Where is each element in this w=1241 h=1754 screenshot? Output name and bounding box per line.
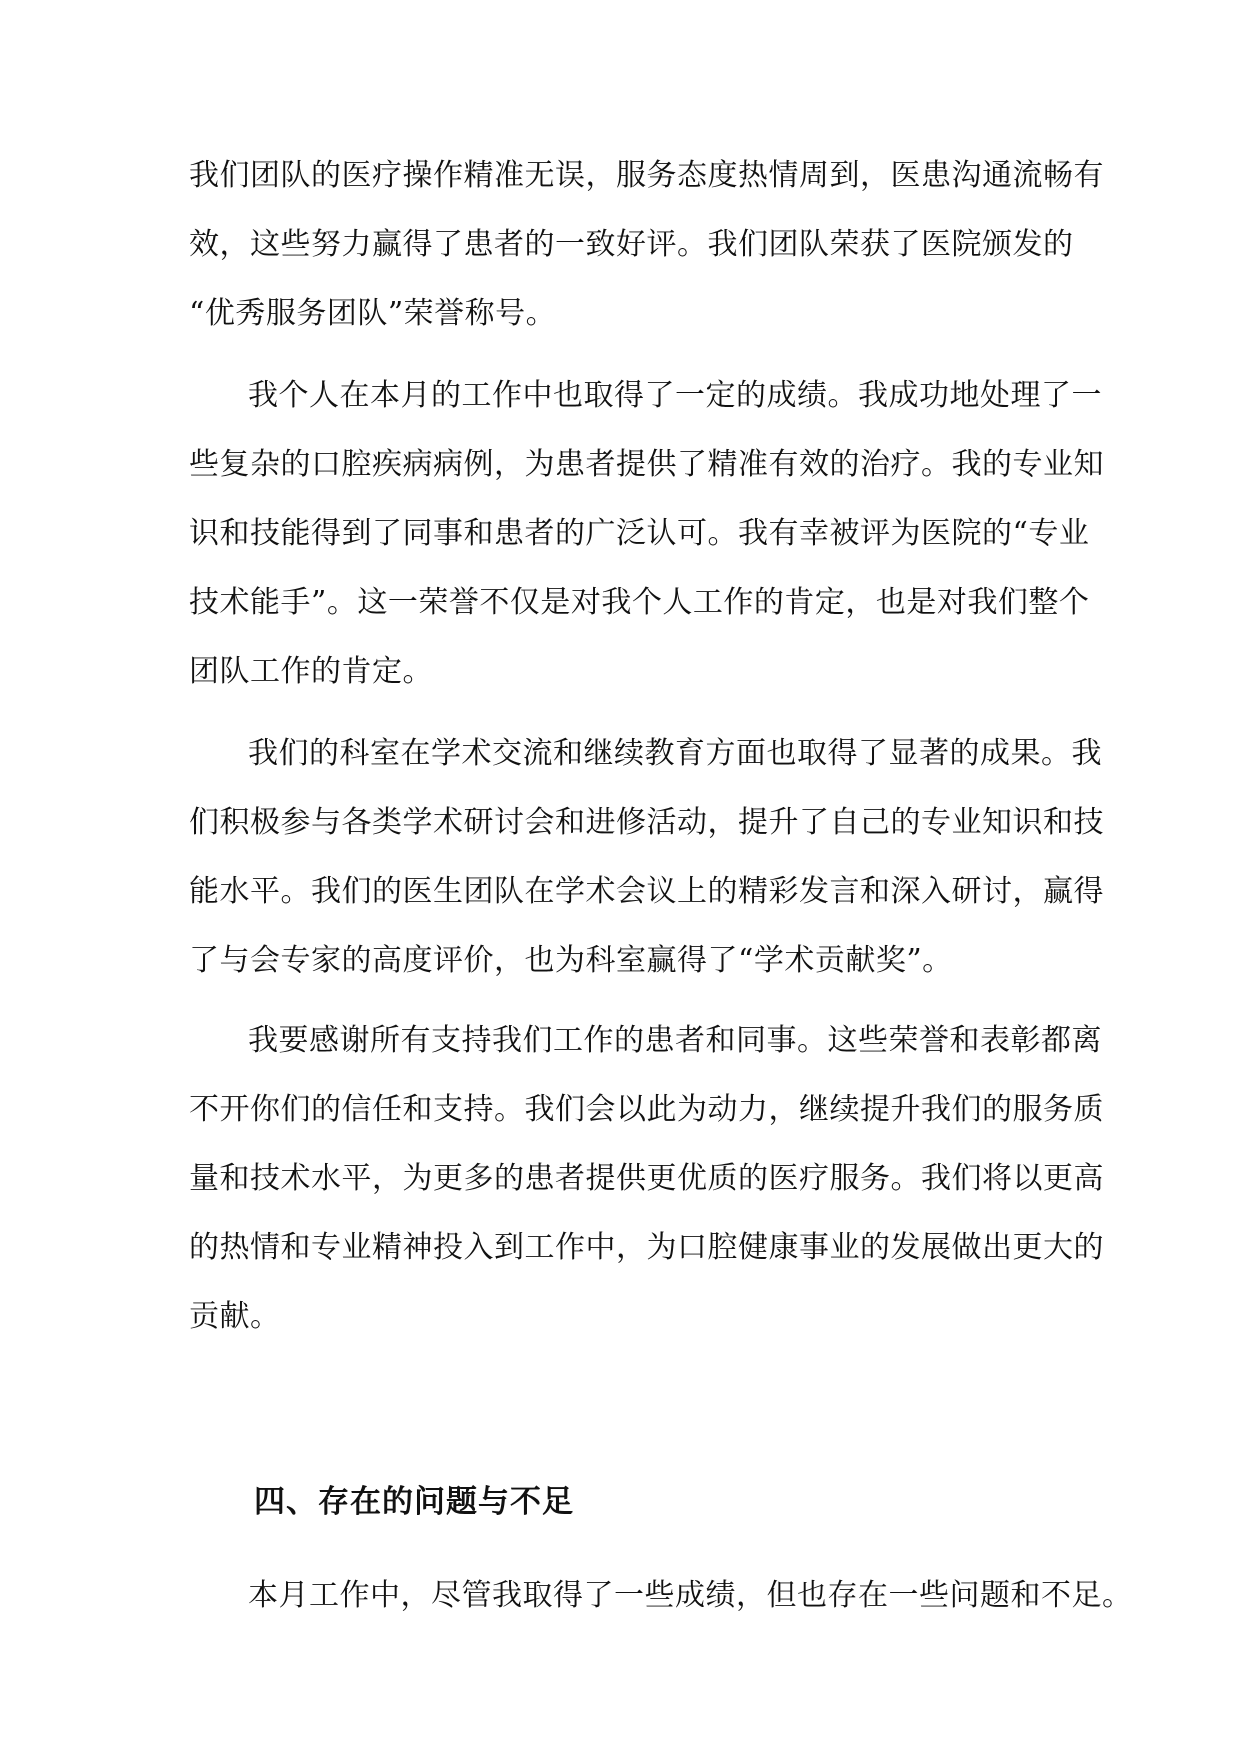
paragraph-line: 团队工作的肯定。 <box>189 654 433 689</box>
paragraph-line: 技术能手”。这一荣誉不仅是对我个人工作的肯定，也是对我们整个 <box>189 585 1090 620</box>
paragraph-line: 们积极参与各类学术研讨会和进修活动，提升了自己的专业知识和技 <box>189 805 1104 840</box>
paragraph-line: 识和技能得到了同事和患者的广泛认可。我有幸被评为医院的“专业 <box>189 516 1090 551</box>
paragraph-line: 本月工作中，尽管我取得了一些成绩，但也存在一些问题和不足。 <box>248 1578 1133 1613</box>
paragraph-line: 我个人在本月的工作中也取得了一定的成绩。我成功地处理了一 <box>248 378 1102 413</box>
paragraph-line: 不开你们的信任和支持。我们会以此为动力，继续提升我们的服务质 <box>189 1092 1104 1127</box>
paragraph-line: 的热情和专业精神投入到工作中，为口腔健康事业的发展做出更大的 <box>189 1230 1104 1265</box>
paragraph-line: 量和技术水平，为更多的患者提供更优质的医疗服务。我们将以更高 <box>189 1161 1104 1196</box>
paragraph-line: 我们团队的医疗操作精准无误，服务态度热情周到，医患沟通流畅有 <box>189 158 1104 193</box>
paragraph-line: 我们的科室在学术交流和继续教育方面也取得了显著的成果。我 <box>248 736 1102 771</box>
paragraph-line: 效，这些努力赢得了患者的一致好评。我们团队荣获了医院颁发的 <box>189 227 1074 262</box>
paragraph-line: “优秀服务团队”荣誉称号。 <box>189 296 557 331</box>
paragraph-line: 我要感谢所有支持我们工作的患者和同事。这些荣誉和表彰都离 <box>248 1023 1102 1058</box>
section-heading: 四、存在的问题与不足 <box>254 1484 574 1520</box>
paragraph-line: 了与会专家的高度评价，也为科室赢得了“学术贡献奖”。 <box>189 943 953 978</box>
paragraph-line: 贡献。 <box>189 1299 281 1334</box>
paragraph-line: 些复杂的口腔疾病病例，为患者提供了精准有效的治疗。我的专业知 <box>189 447 1104 482</box>
paragraph-line: 能水平。我们的医生团队在学术会议上的精彩发言和深入研讨，赢得 <box>189 874 1104 909</box>
